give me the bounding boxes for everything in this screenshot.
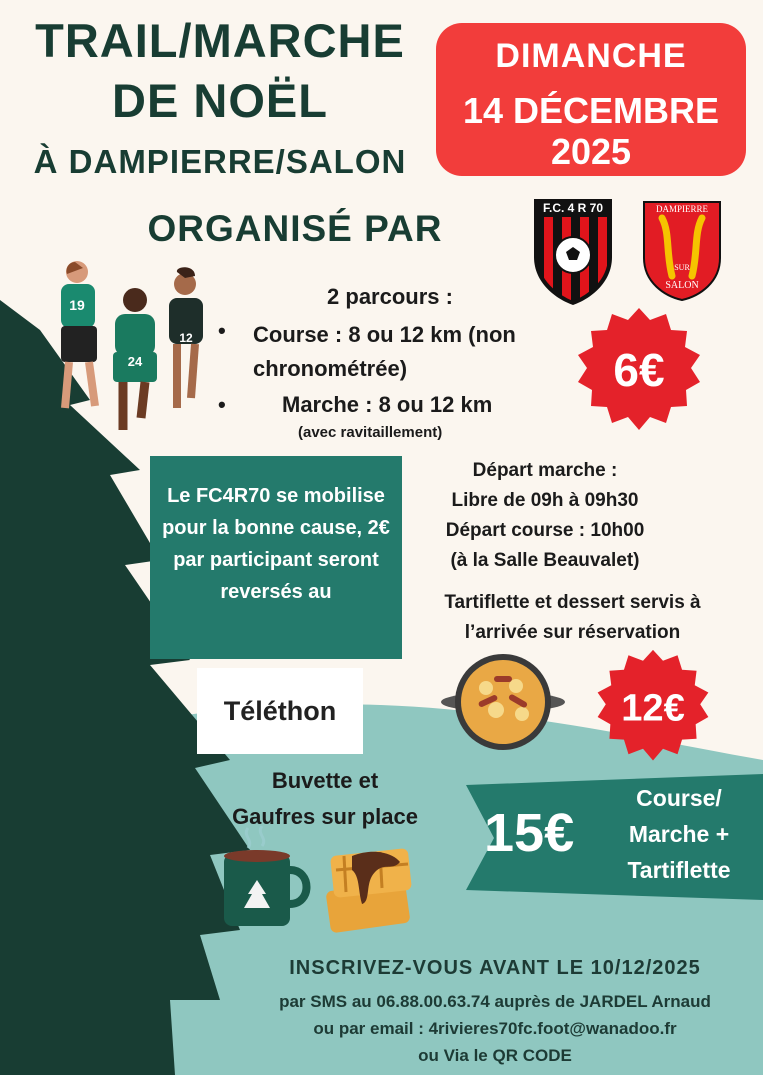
date-year: 2025 (550, 131, 632, 172)
hot-chocolate-mug-icon (218, 826, 318, 931)
registration-headline: INSCRIVEZ-VOUS AVANT LE 10/12/2025 (289, 957, 701, 979)
registration-email: ou par email : 4rivieres70fc.foot@wanadoo.fr (313, 1019, 677, 1038)
date-box (436, 23, 746, 176)
marche-note: (avec ravitaillement) (298, 424, 443, 441)
town-logo-bottom: SALON (665, 280, 699, 291)
combo-line2: Marche + (628, 821, 730, 847)
registration-qr: ou Via le QR CODE (418, 1046, 572, 1065)
meal-line2: l’arrivée sur réservation (464, 622, 681, 643)
event-title-line1: TRAIL/MARCHE (35, 14, 405, 67)
town-logo-mid: SUR (674, 263, 690, 272)
combo-label (604, 780, 754, 888)
bullet-course: • (218, 318, 226, 343)
registration-sms: par SMS au 06.88.00.63.74 auprès de JARDEL Arnaud (279, 992, 711, 1011)
charity-box: Le FC4R70 se mobilise pour la bonne cause, 2€ par participant seront reversés au (150, 456, 402, 659)
parcours-title: 2 parcours : (327, 284, 453, 309)
schedule-line3: Départ course : 10h00 (445, 520, 645, 541)
price-meal: 12€ (621, 686, 685, 730)
town-logo (640, 198, 724, 304)
price-badge-meal (594, 648, 712, 766)
organized-by-heading: ORGANISÉ PAR (147, 208, 443, 249)
buvette-info (205, 763, 445, 835)
bullet-marche: • (218, 392, 226, 417)
runner-bib-1: 19 (69, 297, 85, 313)
registration-contact (230, 988, 760, 1069)
event-location: À DAMPIERRE/SALON (33, 143, 407, 180)
combo-line3: Tartiflette (627, 857, 731, 883)
event-title-line2: DE NOËL (112, 74, 328, 127)
parcours-marche: Marche : 8 ou 12 km (282, 392, 493, 417)
runners-illustration (45, 258, 220, 443)
runner-bib-3: 12 (179, 331, 193, 345)
buvette-line1: Buvette et (271, 768, 379, 793)
price-parcours: 6€ (613, 344, 665, 396)
combo-line1: Course/ (636, 785, 722, 811)
schedule-line4: (à la Salle Beauvalet) (450, 550, 640, 571)
club-logo-text: F.C. 4 R 70 (542, 201, 604, 215)
price-badge-parcours (574, 306, 704, 436)
tartiflette-pan-icon (438, 652, 568, 752)
buvette-line2: Gaufres sur place (232, 804, 418, 829)
schedule-line2: Libre de 09h à 09h30 (451, 490, 639, 511)
club-logo (528, 195, 618, 307)
date-day-month: 14 DÉCEMBRE (462, 90, 720, 131)
runner-bib-2: 24 (127, 354, 143, 369)
date-day: DIMANCHE (495, 37, 687, 75)
combo-price: 15€ (484, 803, 575, 863)
waffles-icon (322, 842, 418, 934)
meal-info (405, 588, 740, 648)
schedule (405, 456, 685, 576)
meal-line1: Tartiflette et dessert servis à (444, 592, 701, 613)
telethon-logo: Téléthon (197, 668, 363, 754)
parcours-course: Course : 8 ou 12 km (non chronométrée) (253, 322, 516, 381)
schedule-line1: Départ marche : (472, 460, 618, 481)
town-logo-top: DAMPIERRE (655, 204, 709, 214)
